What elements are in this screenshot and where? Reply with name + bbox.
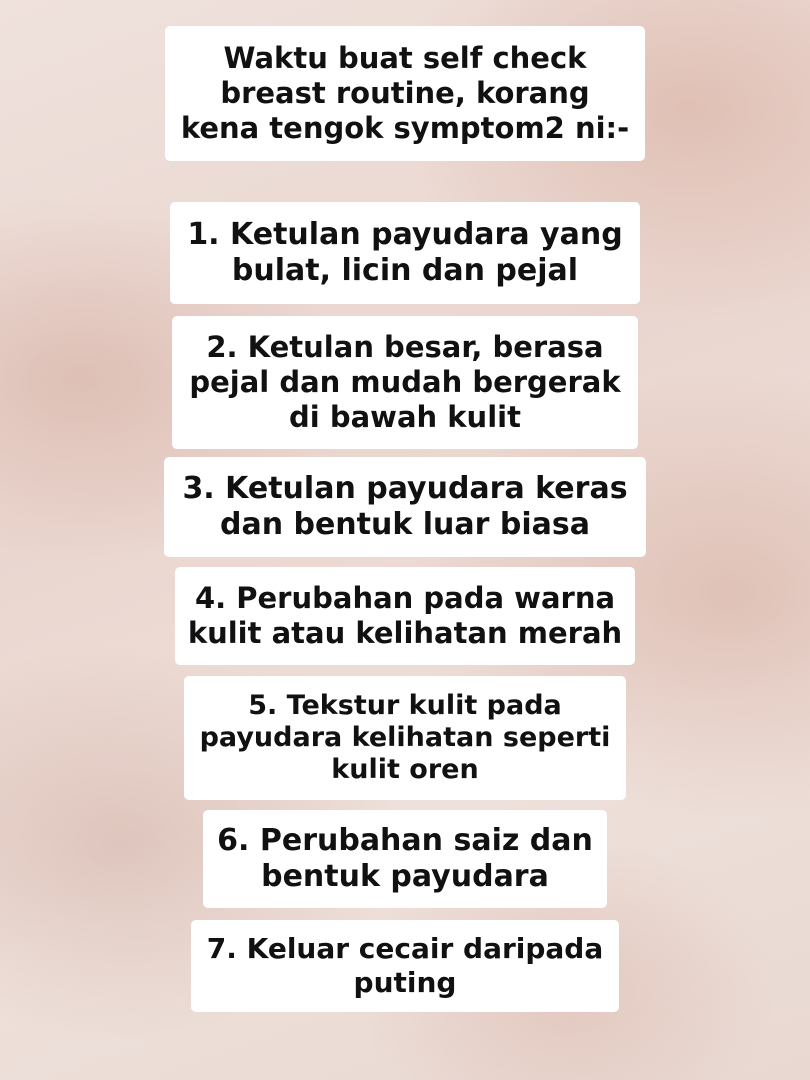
symptom-text: 6. Perubahan saiz dan bentuk payudara [217,823,593,894]
intro-card [165,26,645,161]
symptom-card-1 [170,202,640,304]
symptom-card-7 [191,920,619,1012]
symptom-card-5 [184,676,626,800]
symptom-card-2 [172,316,638,449]
symptom-card-3 [164,457,646,557]
symptom-text: 7. Keluar cecair daripada puting [206,932,604,999]
intro-text: Waktu buat self check breast routine, korang kena tengok symptom2 ni:- [180,41,630,145]
symptom-text: 4. Perubahan pada warna kulit atau kelihatan merah [187,581,623,650]
symptom-text: 2. Ketulan besar, berasa pejal dan mudah bergerak di bawah kulit [189,330,621,434]
symptom-card-4 [175,567,635,665]
symptom-text: 1. Ketulan payudara yang bulat, licin dan pejal [187,217,623,288]
symptom-card-6 [203,810,607,908]
symptom-text: 3. Ketulan payudara keras dan bentuk luar biasa [182,471,628,542]
symptom-text: 5. Tekstur kulit pada payudara kelihatan seperti kulit oren [199,690,611,785]
